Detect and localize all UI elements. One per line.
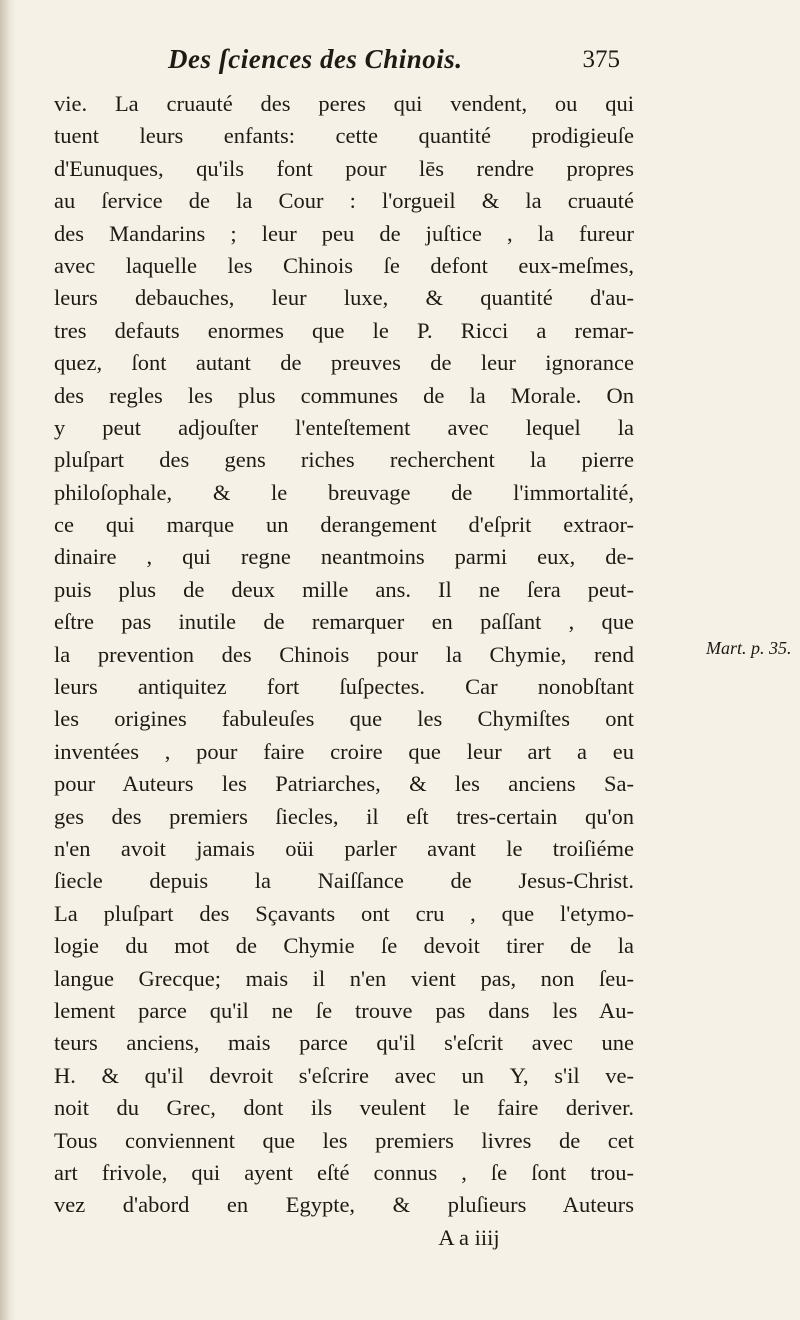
text-line: les origines fabuleuſes que les Chymiſtes ont xyxy=(54,706,634,732)
text-line: noit du Grec, dont ils veulent le faire deriver. xyxy=(54,1095,634,1121)
text-line: des regles les plus communes de la Morale. On xyxy=(54,382,634,408)
text-line: philoſophale, & le breuvage de l'immortalité, xyxy=(54,479,634,505)
text-line: n'en avoit jamais oüi parler avant le troiſiéme xyxy=(54,835,634,861)
text-line: lement parce qu'il ne ſe trouve pas dans les Au- xyxy=(54,997,634,1023)
text-line: vie. La cruauté des peres qui vendent, ou qui xyxy=(54,91,634,116)
text-line: au ſervice de la Cour : l'orgueil & la cruauté xyxy=(54,188,634,214)
text-line: tres defauts enormes que le P. Ricci a remar- xyxy=(54,317,634,343)
text-line: H. & qu'il devroit s'eſcrire avec un Υ, s'il ve- xyxy=(54,1062,634,1088)
text-line: dinaire , qui regne neantmoins parmi eux, de- xyxy=(54,544,634,570)
text-line: d'Eunuques, qu'ils font pour lēs rendre propres xyxy=(54,155,634,181)
text-line: inventées , pour faire croire que leur art a eu xyxy=(54,738,634,764)
text-line: leurs antiquitez fort ſuſpectes. Car nonobſtant xyxy=(54,674,634,700)
text-line: teurs anciens, mais parce qu'il s'eſcrit avec une xyxy=(54,1030,634,1056)
text-line: logie du mot de Chymie ſe devoit tirer de la xyxy=(54,933,634,959)
running-title: Des ſciences des Chinois. xyxy=(168,44,463,74)
text-line: vez d'abord en Egypte, & pluſieurs Auteurs xyxy=(54,1192,634,1218)
margin-note: Mart. p. 35. xyxy=(706,638,792,658)
text-line: tuent leurs enfants: cette quantité prodigieuſe xyxy=(54,123,634,149)
text-line: pour Auteurs les Patriarches, & les anciens Sa- xyxy=(54,771,634,797)
text-line: langue Grecque; mais il n'en vient pas, non ſeu- xyxy=(54,965,634,991)
page-number: 375 xyxy=(582,46,620,73)
text-line: Tous conviennent que les premiers livres de cet xyxy=(54,1127,634,1153)
text-line: avec laquelle les Chinois ſe defont eux-meſmes, xyxy=(54,252,634,278)
signature-mark: A a iiij xyxy=(438,1224,500,1250)
text-line: des Mandarins ; leur peu de juſtice , la fureur xyxy=(54,220,634,246)
text-line: ges des premiers ſiecles, il eſt tres-certain qu'on xyxy=(54,803,634,829)
text-line: ce qui marque un derangement d'eſprit extraor- xyxy=(54,512,634,538)
text-line: ſiecle depuis la Naiſſance de Jesus-Christ. xyxy=(54,868,634,894)
text-line: pluſpart des gens riches recherchent la pierre xyxy=(54,447,634,473)
body-text xyxy=(54,88,634,1254)
text-line: leurs debauches, leur luxe, & quantité d'au- xyxy=(54,285,634,311)
text-line: art frivole, qui ayent eſté connus , ſe ſont trou- xyxy=(54,1159,634,1185)
text-line: eſtre pas inutile de remarquer en paſſant , que xyxy=(54,609,634,635)
text-line: y peut adjouſter l'enteſtement avec lequel la xyxy=(54,414,634,440)
binding-gutter xyxy=(0,0,16,1320)
text-line: quez, ſont autant de preuves de leur ignorance xyxy=(54,350,634,376)
page-header xyxy=(168,44,620,84)
text-line: La pluſpart des Sçavants ont cru , que l'etymo- xyxy=(54,900,634,926)
text-line: puis plus de deux mille ans. Il ne ſera peut- xyxy=(54,576,634,602)
text-line: la prevention des Chinois pour la Chymie, rend xyxy=(54,641,634,667)
